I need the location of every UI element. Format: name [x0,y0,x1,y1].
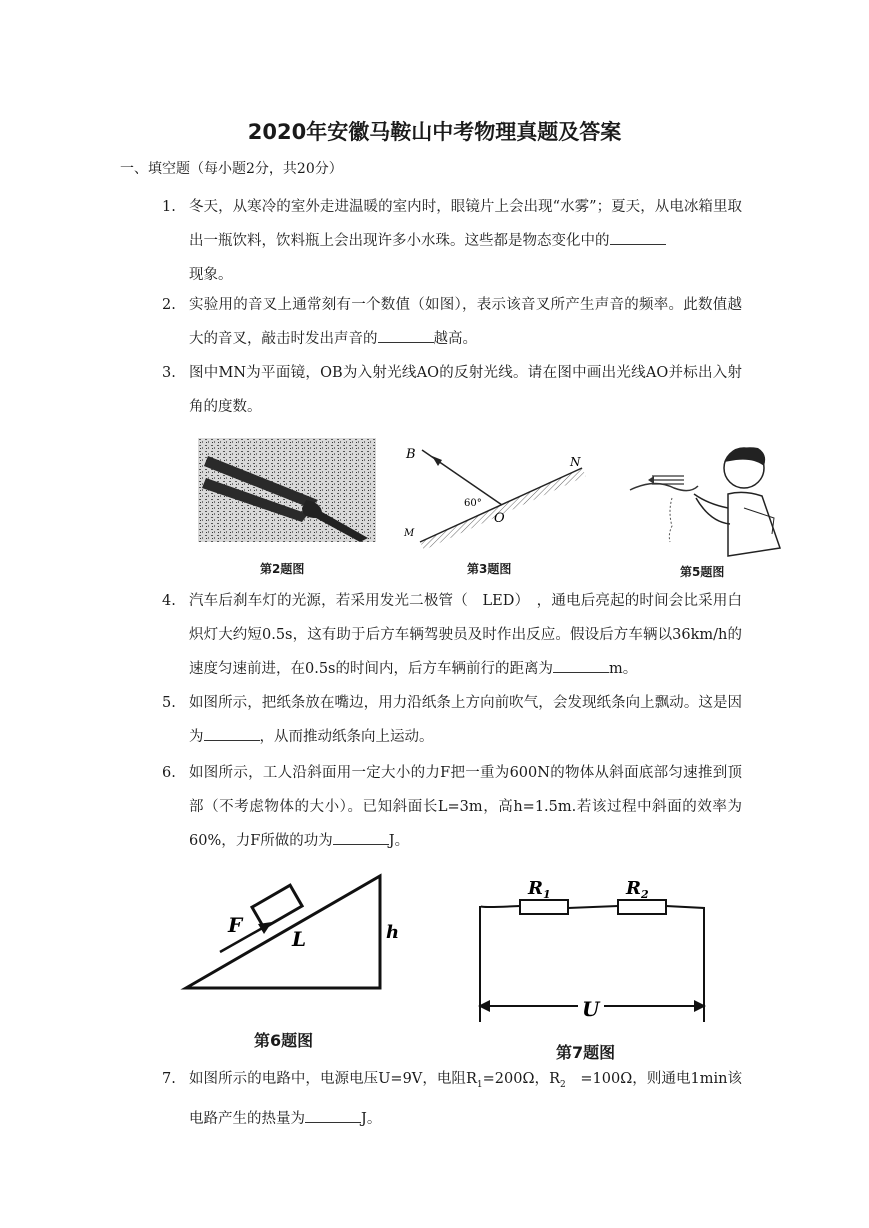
question-number: 3. [162,365,176,381]
question-text: 如图所示，工人沿斜面用一定大小的力F把一重为600N的物体从斜面底部匀速推到顶部（不考虑物体的大小）。已知斜面长L=3m，高h=1.5m.若该过程中斜面的效率为60%，力F所做的功为 [189,765,742,849]
subscript: 1 [476,1079,483,1090]
answer-blank[interactable] [305,1108,361,1123]
answer-blank[interactable] [378,328,434,343]
figure-2-caption: 第2题图 [260,562,305,576]
question-text-end: J。 [361,1110,382,1127]
question-text: 图中MN为平面镜，OB为入射光线AO的反射光线。请在图中画出光线AO并标出入射角的度数。 [189,365,742,415]
question-text: 如图所示的电路中，电源电压U=9V，电阻R [189,1071,477,1087]
tuning-fork-photo [198,438,376,542]
question-6 [162,756,742,858]
label-l: L [292,927,307,951]
figure-5-caption: 第5题图 [680,565,725,579]
label-h: h [386,922,400,943]
figure-7 [466,872,716,1032]
question-3 [162,356,742,424]
question-text: 实验用的音叉上通常刻有一个数值（如图），表示该音叉所产生声音的频率。此数值越大的音叉，敲击时发出声音的 [189,297,742,347]
question-text-end: ，从而推动纸条向上运动。 [259,729,434,745]
question-text-mid: =200Ω，R [482,1071,561,1087]
question-number: 1. [162,199,176,215]
figure-3-caption: 第3题图 [467,562,512,576]
question-text-mid2: =100Ω，则通电1min该电路产生的热量为 [189,1071,742,1127]
question-7 [162,1062,742,1136]
label-f: F [228,913,243,937]
figure-6 [180,866,410,996]
question-1 [162,190,742,292]
figure-3 [396,428,596,554]
question-number: 2. [162,297,176,313]
question-text: 如图所示，把纸条放在嘴边，用力沿纸条上方向前吹气，会发现纸条向上飘动。这是因为 [189,695,742,745]
label-r2: $R_2$ [626,878,649,901]
angle-label: 60° [464,498,482,509]
figure-2 [198,438,376,542]
inclined-plane-diagram [180,866,410,996]
question-5 [162,686,742,754]
answer-blank[interactable] [204,726,260,741]
question-4 [162,584,742,686]
figure-6-caption: 第6题图 [254,1031,314,1050]
label-n: N [570,455,581,469]
label-o: O [494,511,505,526]
question-text-end: 现象。 [189,267,233,283]
boy-blowing-paper-drawing [624,438,784,564]
label-m: M [404,528,415,539]
question-text: 冬天，从寒冷的室外走进温暖的室内时，眼镜片上会出现“水雾”；夏天，从电冰箱里取出一瓶饮料，饮料瓶上会出现许多小水珠。这些都是物态变化中的 [189,199,742,249]
label-b: B [406,447,416,462]
answer-blank[interactable] [553,658,609,673]
question-text: 汽车后刹车灯的光源，若采用发光二极管（ LED） ，通电后亮起的时间会比采用白炽灯大约短0.5s，这有助于后方车辆驾驶员及时作出反应。假设后方车辆以36km/h的速度匀速前进，在0.5s的时间内，后方车辆前行的距离为 [189,593,742,677]
question-2 [162,288,742,356]
label-u: U [582,997,600,1021]
page-title: 2020年安徽马鞍山中考物理真题及答案 [247,120,622,144]
question-number: 6. [162,765,176,781]
figure-5 [624,438,784,564]
question-number: 7. [162,1071,176,1087]
mirror-diagram [396,428,596,554]
question-number: 4. [162,593,176,609]
figure-7-caption: 第7题图 [556,1043,616,1062]
section-heading: 一、填空题（每小题2分，共20分） [120,161,343,177]
answer-blank[interactable] [610,230,666,245]
question-text-end: J。 [388,833,410,849]
subscript: 2 [560,1079,566,1090]
answer-blank[interactable] [333,830,389,845]
question-text-end: 越高。 [433,331,477,347]
series-circuit-diagram [466,872,716,1032]
question-number: 5. [162,695,176,711]
label-r1: $R_1$ [528,878,551,901]
question-text-end: m。 [609,661,638,677]
